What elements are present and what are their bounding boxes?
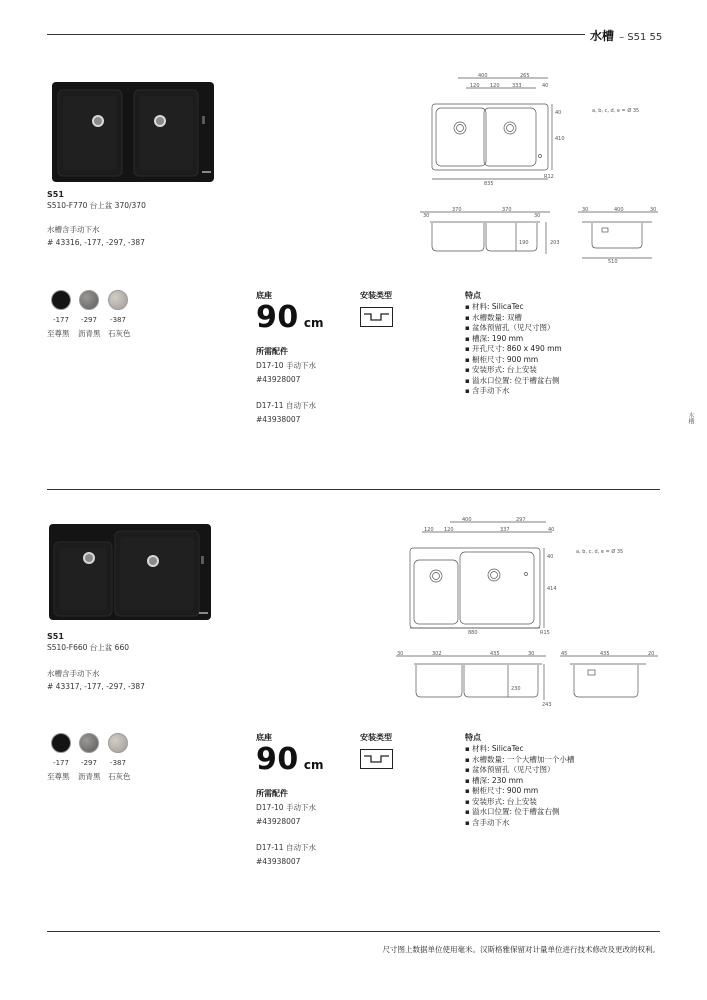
install-label: 安装类型 (360, 291, 392, 300)
technical-drawing-front (396, 650, 552, 712)
swatch-code: -387 (110, 759, 126, 767)
features-label: 特点 (465, 291, 481, 300)
swatch-code: -297 (81, 759, 97, 767)
dim-label: 120 (470, 83, 480, 89)
dim-label: 20 (648, 651, 655, 657)
color-swatch-stone[interactable] (108, 290, 128, 310)
product-image (52, 82, 214, 186)
feature-item: ▪ 水槽数量: 一个大槽加一个小槽 (465, 755, 574, 766)
feature-item: ▪ 橱柜尺寸: 900 mm (465, 355, 562, 366)
install-type-icon (360, 307, 393, 331)
accessories-label: 所需配件 (256, 347, 288, 356)
swatch-code: -387 (110, 316, 126, 324)
dim-label: 30 (582, 207, 589, 213)
accessory-article: #43928007 (256, 375, 301, 384)
product-article: # 43316, -177, -297, -387 (47, 238, 145, 247)
feature-item: ▪ 含手动下水 (465, 818, 574, 829)
dim-label: 40 (547, 554, 554, 560)
drawing-note: a, b, c, d, e = Ø 35 (592, 108, 640, 114)
dim-label: 337 (500, 527, 510, 533)
dim-label: 30 (423, 213, 430, 219)
swatch-name: 石灰色 (108, 329, 131, 338)
dim-label: 40 (548, 527, 555, 533)
features-list (465, 302, 562, 397)
swatch-name: 至尊黑 (47, 772, 70, 781)
dim-label: 400 (614, 207, 624, 213)
color-swatch-graphite[interactable] (79, 733, 99, 753)
product-description: 水槽含手动下水 (47, 669, 100, 678)
accessories-label: 所需配件 (256, 789, 288, 798)
dim-label: 40 (555, 110, 562, 116)
dim-label: R12 (544, 174, 554, 180)
dim-label: 45 (561, 651, 568, 657)
dim-label: 120 (490, 83, 500, 89)
cabinet-size-value: 90 (256, 742, 299, 777)
cabinet-size-unit: cm (303, 316, 324, 330)
dim-label: 120 (444, 527, 454, 533)
footer-note: 尺寸图上数据单位使用毫米。汉斯格雅保留对计量单位进行技术修改及更改的权利。 (382, 945, 660, 954)
feature-item: ▪ 含手动下水 (465, 386, 562, 397)
footer-rule (47, 931, 660, 932)
dim-label: 302 (432, 651, 442, 657)
color-swatch-black[interactable] (51, 290, 71, 310)
technical-drawing-top (420, 72, 690, 194)
product-article: # 43317, -177, -297, -387 (47, 682, 145, 691)
cabinet-size (256, 742, 323, 777)
color-swatch-graphite[interactable] (79, 290, 99, 310)
feature-item: ▪ 材料: SilicaTec (465, 302, 562, 313)
accessory-article: #43938007 (256, 415, 301, 424)
product-model: S510-F660 台上盆 660 (47, 643, 129, 652)
dim-label: 297 (516, 517, 526, 523)
swatch-name: 至尊黑 (47, 329, 70, 338)
cabinet-label: 底座 (256, 733, 272, 742)
dim-label: 510 (608, 259, 618, 264)
dim-label: 40 (542, 83, 549, 89)
feature-item: ▪ 开孔尺寸: 860 x 490 mm (465, 344, 562, 355)
product-description: 水槽含手动下水 (47, 225, 100, 234)
color-swatch-stone[interactable] (108, 733, 128, 753)
swatch-name: 沥青黑 (78, 772, 101, 781)
dim-label: 400 (462, 517, 472, 523)
drawing-note: a, b, c, d, e = Ø 35 (576, 549, 624, 555)
install-label: 安装类型 (360, 733, 392, 742)
color-swatch-black[interactable] (51, 733, 71, 753)
feature-item: ▪ 安装形式: 台上安装 (465, 797, 574, 808)
dim-label: 203 (550, 240, 560, 246)
feature-item: ▪ 安装形式: 台上安装 (465, 365, 562, 376)
product-series: S51 (47, 632, 64, 641)
dim-label: 400 (478, 73, 488, 79)
accessory-name: D17-11 自动下水 (256, 843, 316, 852)
dim-label: 30 (534, 213, 541, 219)
features-label: 特点 (465, 733, 481, 742)
technical-drawing-side (578, 206, 660, 268)
dim-label: 230 (511, 686, 521, 692)
accessory-article: #43938007 (256, 857, 301, 866)
dim-label: 190 (519, 240, 529, 246)
features-list (465, 744, 574, 828)
feature-item: ▪ 槽深: 230 mm (465, 776, 574, 787)
technical-drawing-top (400, 516, 690, 642)
cabinet-size-value: 90 (256, 300, 299, 335)
side-tab: 水槽 (687, 412, 694, 424)
dim-label: 30 (650, 207, 657, 213)
dim-label: 410 (555, 136, 565, 142)
accessory-name: D17-10 手动下水 (256, 361, 316, 370)
swatch-name: 沥青黑 (78, 329, 101, 338)
dim-label: 30 (397, 651, 404, 657)
dim-label: 243 (542, 702, 552, 708)
dim-label: 120 (424, 527, 434, 533)
dim-label: 370 (452, 207, 462, 213)
swatch-name: 石灰色 (108, 772, 131, 781)
accessory-article: #43928007 (256, 817, 301, 826)
feature-item: ▪ 盆体预留孔（见尺寸图） (465, 323, 562, 334)
dim-label: 435 (490, 651, 500, 657)
feature-item: ▪ 材料: SilicaTec (465, 744, 574, 755)
dim-label: 30 (528, 651, 535, 657)
accessory-name: D17-10 手动下水 (256, 803, 316, 812)
feature-item: ▪ 橱柜尺寸: 900 mm (465, 786, 574, 797)
dim-label: 435 (600, 651, 610, 657)
dim-label: R15 (540, 630, 550, 636)
cabinet-size (256, 300, 323, 335)
header-rule (47, 34, 585, 35)
feature-item: ▪ 溢水口位置: 位于槽盆右侧 (465, 807, 574, 818)
swatch-code: -297 (81, 316, 97, 324)
section-divider (47, 489, 660, 490)
product-model: S510-F770 台上盆 370/370 (47, 201, 146, 210)
technical-drawing-side (560, 650, 660, 712)
product-series: S51 (47, 190, 64, 199)
dim-label: 333 (512, 83, 522, 89)
header (590, 25, 662, 44)
swatch-code: -177 (53, 316, 69, 324)
dim-label: 414 (547, 586, 557, 592)
cabinet-size-unit: cm (303, 758, 324, 772)
feature-item: ▪ 溢水口位置: 位于槽盆右侧 (465, 376, 562, 387)
dim-label: 370 (502, 207, 512, 213)
accessory-name: D17-11 自动下水 (256, 401, 316, 410)
dim-label: 265 (520, 73, 530, 79)
feature-item: ▪ 槽深: 190 mm (465, 334, 562, 345)
install-type-icon (360, 749, 393, 773)
swatch-code: -177 (53, 759, 69, 767)
page-title: 水槽 (590, 29, 615, 43)
feature-item: ▪ 盆体预留孔（见尺寸图） (465, 765, 574, 776)
technical-drawing-front (420, 206, 565, 268)
dim-label: 835 (484, 181, 494, 187)
cabinet-label: 底座 (256, 291, 272, 300)
dim-label: 880 (468, 630, 478, 636)
feature-item: ▪ 水槽数量: 双槽 (465, 313, 562, 324)
page-subtitle: – S51 55 (619, 32, 663, 43)
product-image (49, 524, 211, 624)
